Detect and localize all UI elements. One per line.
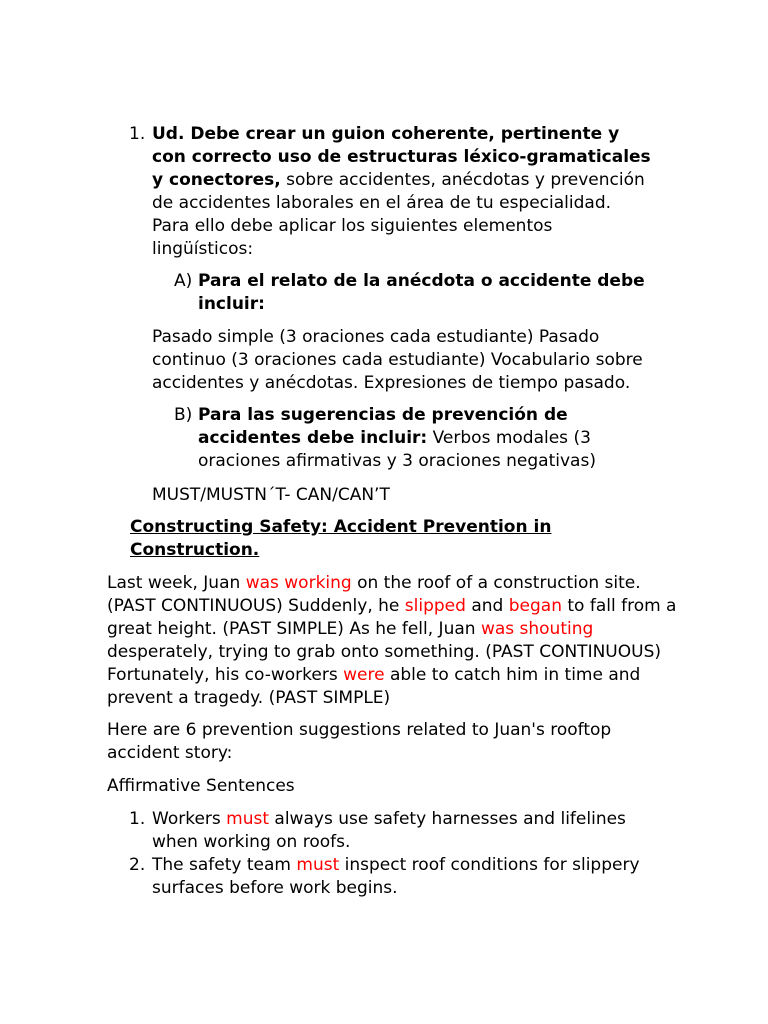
paragraph-a: Pasado simple (3 oraciones cada estudiante) Pasado continuo (3 oraciones cada estudiante) Vocabulario sobre accidentes y anécdotas. Expresiones de tiempo pasado. [152,327,643,393]
suggestion-2-modal: must [296,855,340,875]
suggestion-2-before: The safety team [152,855,297,875]
item-1-number: 1. [129,124,146,144]
suggestion-2 [152,854,672,900]
story-text: able to catch him in time and prevent a tragedy. (PAST SIMPLE) [107,665,641,708]
item-1-rest: sobre accidentes, anécdotas y prevención de accidentes laborales en el área de tu especialidad. Para ello debe aplicar los siguientes elementos lingüísticos: [152,170,645,259]
affirmative-heading: Affirmative Sentences [107,776,295,796]
suggestion-1 [152,808,672,854]
item-b-bold: Para las sugerencias de prevención de accidentes debe incluir: [198,405,568,448]
story-verb-highlight: was working [245,573,352,593]
story-text: and [465,596,509,616]
item-a-text: Para el relato de la anécdota o accidente debe incluir: [198,271,645,314]
suggestion-1-number: 1. [129,809,146,829]
story-verb-highlight: were [343,665,385,685]
item-b-rest: Verbos modales (3 oraciones afirmativas y 3 oraciones negativas) [198,428,596,471]
story-verb-highlight: was shouting [480,619,594,639]
story-verb-highlight: began [508,596,562,616]
story-verb-highlight: slipped [404,596,466,616]
item-1-text [152,123,652,261]
story-text: Last week, Juan [107,573,246,593]
suggestion-1-after: always use safety harnesses and lifelines when working on roofs. [152,809,626,852]
story-text: on the roof of a construction site. (PAST CONTINUOUS) Suddenly, he [107,573,641,616]
item-a-marker: A) [174,271,193,291]
suggestion-1-modal: must [226,809,270,829]
document-heading: Constructing Safety: Accident Prevention in Construction. [130,517,552,560]
story-text: desperately, trying to grab onto something. (PAST CONTINUOUS) Fortunately, his co-workers [107,642,661,685]
suggestion-2-number: 2. [129,855,146,875]
suggestion-1-before: Workers [152,809,227,829]
story-text: to fall from a great height. (PAST SIMPLE) As he fell, Juan [107,596,677,639]
intro-paragraph: Here are 6 prevention suggestions related to Juan's rooftop accident story: [107,720,612,763]
suggestion-2-after: inspect roof conditions for slippery surfaces before work begins. [152,855,640,898]
item-b-marker: B) [174,405,193,425]
item-b-text [198,404,628,473]
modals-line: MUST/MUSTN´T- CAN/CAN’T [152,485,390,505]
story-paragraph [107,572,677,710]
item-1-bold: Ud. Debe crear un guion coherente, pertinente y con correcto uso de estructuras léxico-gramaticales y conectores, [152,124,651,190]
